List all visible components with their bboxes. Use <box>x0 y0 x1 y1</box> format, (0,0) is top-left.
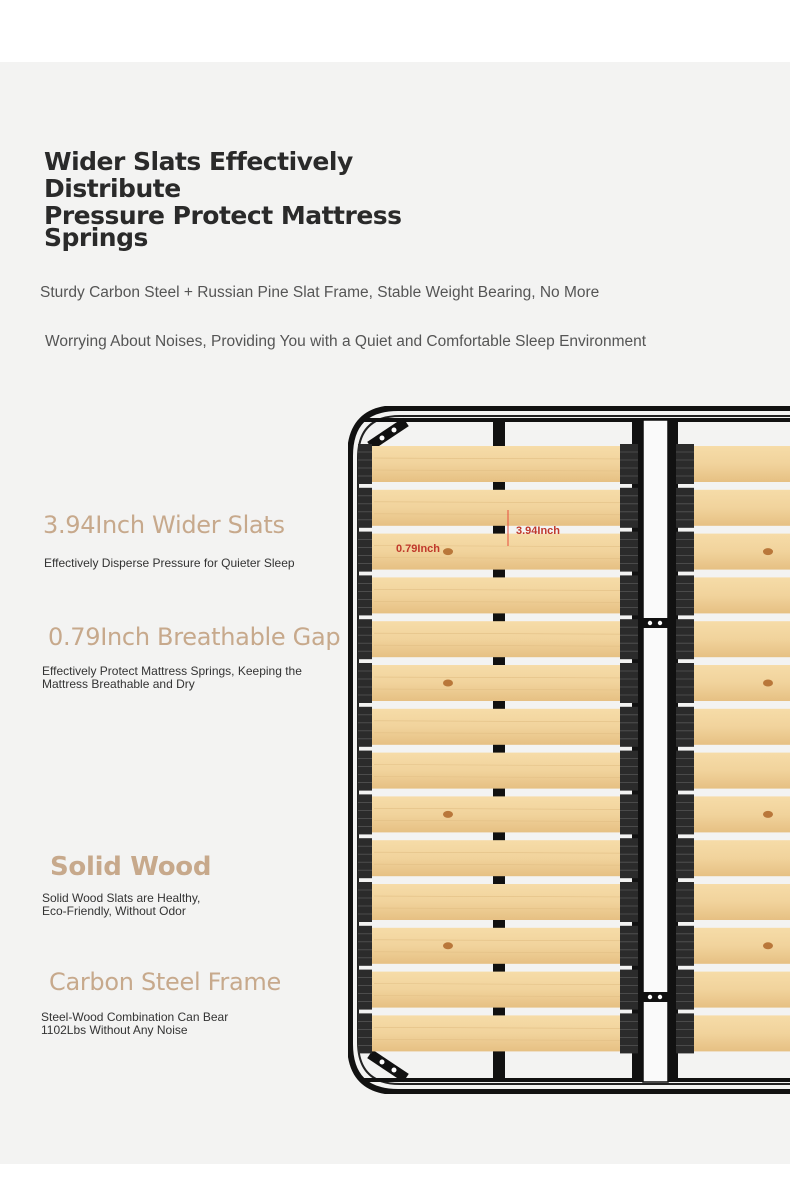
slat-holder <box>620 532 638 572</box>
feature-desc-solid-wood-line-2: Eco-Friendly, Without Odor <box>42 904 186 918</box>
slat-holder <box>676 488 694 528</box>
corner-bracket-bottom <box>370 1054 406 1078</box>
feature-desc-breathable-gap-line-1: Effectively Protect Mattress Springs, Keeping the <box>42 664 302 678</box>
wood-knot <box>763 811 773 818</box>
slat-right <box>688 1015 790 1051</box>
slat-holder <box>620 838 638 878</box>
wood-knot <box>763 548 773 555</box>
slat-holder <box>676 663 694 703</box>
slat-holder <box>358 1013 372 1053</box>
corner-bracket-top <box>370 422 406 446</box>
slat-holder <box>676 1013 694 1053</box>
slat-right <box>688 796 790 832</box>
slat-right <box>688 753 790 789</box>
slat-holder <box>358 882 372 922</box>
feature-title-solid-wood: Solid Wood <box>50 852 212 882</box>
slat-holder <box>620 1013 638 1053</box>
slat-left <box>370 928 636 964</box>
slat-holder <box>358 575 372 615</box>
slat-holder <box>358 619 372 659</box>
headline-line-1: Wider Slats Effectively Distribute <box>44 147 353 203</box>
slat-holder <box>620 751 638 791</box>
slat-left <box>370 1015 636 1051</box>
bed-frame-svg <box>348 406 790 1094</box>
slat-left <box>370 490 636 526</box>
slat-holder <box>676 444 694 484</box>
slat-holder <box>358 751 372 791</box>
slat-right <box>688 534 790 570</box>
product-panel <box>0 62 790 1164</box>
slat-left <box>370 446 636 482</box>
center-beam-clip-1 <box>640 618 670 628</box>
slat-holder <box>620 882 638 922</box>
slat-holder <box>358 970 372 1010</box>
slat-holder <box>676 970 694 1010</box>
slat-holder <box>676 838 694 878</box>
slat-right <box>688 665 790 701</box>
frame-bottom-rail <box>362 1078 790 1082</box>
feature-desc-carbon-steel-frame-line-2: 1102Lbs Without Any Noise <box>41 1023 188 1037</box>
slat-right <box>688 621 790 657</box>
slat-right <box>688 928 790 964</box>
slat-left <box>370 709 636 745</box>
center-beam-clip-2 <box>640 992 670 1002</box>
slat-holder <box>620 619 638 659</box>
feature-title-carbon-steel-frame: Carbon Steel Frame <box>49 968 281 996</box>
headline-line-3: Springs <box>44 223 148 252</box>
headline <box>44 148 484 251</box>
slat-holder <box>676 751 694 791</box>
slat-holder <box>620 707 638 747</box>
slat-holder <box>358 488 372 528</box>
slat-holder <box>358 926 372 966</box>
slat-holder <box>358 707 372 747</box>
slat-holder <box>676 926 694 966</box>
slat-holder <box>358 794 372 834</box>
slat-left <box>370 972 636 1008</box>
wood-knot <box>443 811 453 818</box>
slat-right <box>688 577 790 613</box>
slat-holder <box>620 575 638 615</box>
slat-right <box>688 709 790 745</box>
dimension-label-slat: 3.94Inch <box>516 525 561 537</box>
slat-right <box>688 884 790 920</box>
slat-left <box>370 796 636 832</box>
center-beam <box>643 420 668 1082</box>
slat-holder <box>620 970 638 1010</box>
feature-desc-solid-wood <box>42 892 342 918</box>
frame-top-rail <box>362 418 790 422</box>
slat-holder <box>620 794 638 834</box>
slat-holder <box>358 444 372 484</box>
headline-line-2: Pressure Protect Mattress <box>44 201 402 230</box>
wood-knot <box>443 680 453 687</box>
slat-holder <box>676 707 694 747</box>
slat-holder <box>358 532 372 572</box>
slat-right <box>688 840 790 876</box>
slat-left <box>370 665 636 701</box>
slats-group <box>358 444 790 1053</box>
slat-left <box>370 884 636 920</box>
subtext-line-2: Worrying About Noises, Providing You with a Quiet and Comfortable Sleep Environment <box>45 333 647 350</box>
slat-left <box>370 621 636 657</box>
feature-desc-solid-wood-line-1: Solid Wood Slats are Healthy, <box>42 891 201 905</box>
wood-knot <box>443 942 453 949</box>
slat-holder <box>358 838 372 878</box>
feature-desc-carbon-steel-frame <box>41 1011 341 1037</box>
slat-holder <box>620 926 638 966</box>
slat-right <box>688 446 790 482</box>
feature-desc-wider-slats: Effectively Disperse Pressure for Quieter Sleep <box>44 556 295 570</box>
slat-holder <box>358 663 372 703</box>
slat-holder <box>676 619 694 659</box>
wood-knot <box>443 548 453 555</box>
bed-frame-illustration <box>348 406 790 1094</box>
slat-holder <box>676 575 694 615</box>
slat-holder <box>676 882 694 922</box>
feature-title-breathable-gap: 0.79Inch Breathable Gap <box>48 623 341 651</box>
wood-knot <box>763 680 773 687</box>
slat-holder <box>620 663 638 703</box>
subtext-line-1: Sturdy Carbon Steel + Russian Pine Slat Frame, Stable Weight Bearing, No More <box>40 284 600 301</box>
dimension-label-gap: 0.79Inch <box>396 543 441 555</box>
feature-title-wider-slats: 3.94Inch Wider Slats <box>43 511 285 539</box>
feature-desc-carbon-steel-frame-line-1: Steel-Wood Combination Can Bear <box>41 1010 229 1024</box>
slat-holder <box>620 444 638 484</box>
slat-left <box>370 753 636 789</box>
slat-right <box>688 490 790 526</box>
feature-desc-breathable-gap <box>42 665 342 691</box>
feature-desc-breathable-gap-line-2: Mattress Breathable and Dry <box>42 677 195 691</box>
slat-holder <box>676 794 694 834</box>
slat-holder <box>620 488 638 528</box>
slat-right <box>688 972 790 1008</box>
slat-left <box>370 577 636 613</box>
slat-left <box>370 840 636 876</box>
slat-holder <box>676 532 694 572</box>
wood-knot <box>763 942 773 949</box>
